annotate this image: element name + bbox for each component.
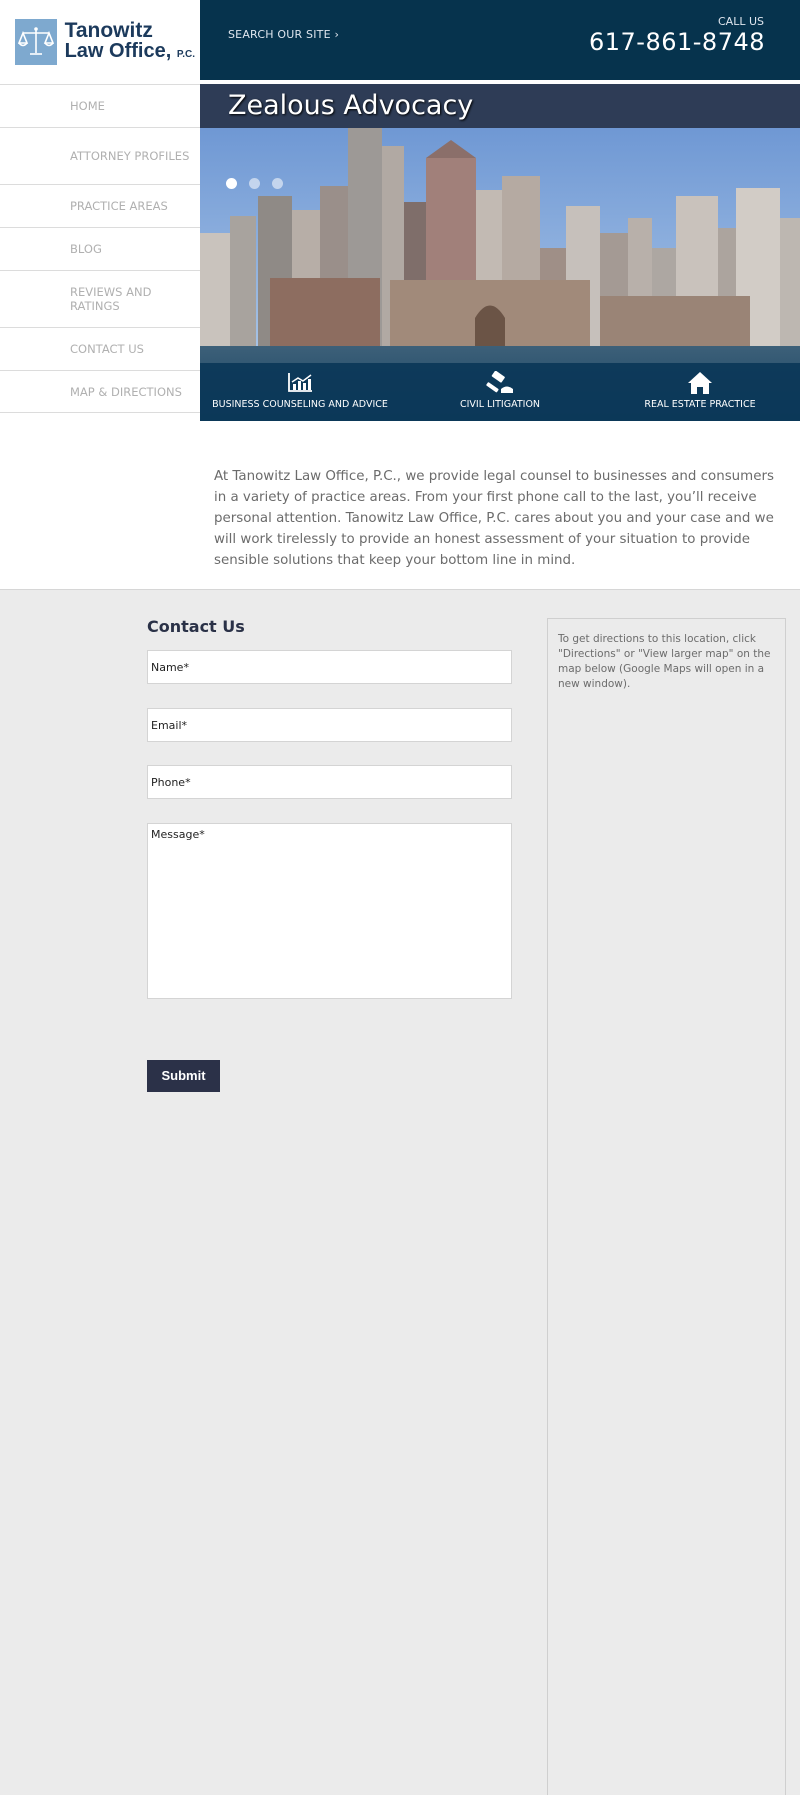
side-navigation [0, 84, 200, 413]
gavel-icon [400, 371, 600, 395]
phone-field[interactable]: Phone* [147, 765, 512, 799]
intro-paragraph: At Tanowitz Law Office, P.C., we provide legal counsel to businesses and consumers in a variety of practice areas. From your first phone call to the last, you’ll receive personal attention. Tanowitz Law Office, P.C. cares about you and your case and we will work tirelessly to provide an honest assessment of your situation to provide sensible solutions that keep your bottom line in mind. [214, 469, 774, 568]
house-icon [600, 371, 800, 395]
logo-line2-text: Law Office, [64, 39, 172, 62]
header-bar [200, 0, 800, 80]
practice-areas-band [200, 363, 800, 421]
map-directions-note: To get directions to this location, click "Directions" or "View larger map" on the map below (Google Maps will open in a new window). [558, 633, 771, 690]
slider-dots [226, 178, 283, 189]
nav-item-home[interactable]: HOME [0, 84, 200, 127]
nav-item-blog[interactable]: BLOG [0, 227, 200, 270]
map-panel [547, 618, 786, 1795]
nav-item-reviews[interactable]: REVIEWS AND RATINGS [0, 270, 200, 327]
hero-slider [200, 84, 800, 421]
city-skyline-image [200, 128, 800, 360]
site-logo[interactable] [15, 18, 195, 66]
slider-dot-2[interactable] [249, 178, 260, 189]
practice-business-label: BUSINESS COUNSELING AND ADVICE [212, 399, 388, 410]
logo-line2 [65, 41, 195, 65]
practice-business-counseling[interactable] [200, 371, 400, 410]
practice-civil-label: CIVIL LITIGATION [459, 399, 541, 410]
name-field[interactable]: Name* [147, 650, 512, 684]
slider-dot-1[interactable] [226, 178, 237, 189]
chart-icon [200, 371, 400, 395]
nav-item-map-directions[interactable]: MAP & DIRECTIONS [0, 370, 200, 413]
hero-title: Zealous Advocacy [228, 90, 474, 121]
search-site-link[interactable]: SEARCH OUR SITE › [228, 28, 340, 41]
practice-real-estate-label: REAL ESTATE PRACTICE [644, 399, 756, 410]
call-us-label: CALL US [718, 15, 764, 28]
message-field[interactable]: Message* [147, 823, 512, 999]
scales-icon [15, 19, 57, 65]
nav-item-contact-us[interactable]: CONTACT US [0, 327, 200, 370]
phone-number[interactable]: 617-861-8748 [588, 28, 765, 56]
slider-dot-3[interactable] [272, 178, 283, 189]
logo-line1: Tanowitz [64, 18, 153, 42]
section-divider [0, 589, 800, 590]
practice-civil-litigation[interactable] [400, 371, 600, 410]
logo-text [65, 20, 195, 65]
logo-suffix: P.C. [176, 48, 195, 60]
hero-title-band [200, 84, 800, 128]
nav-item-attorney-profiles[interactable]: ATTORNEY PROFILES [0, 127, 200, 184]
contact-title: Contact Us [147, 617, 245, 636]
email-field[interactable]: Email* [147, 708, 512, 742]
practice-real-estate[interactable] [600, 371, 800, 410]
nav-item-practice-areas[interactable]: PRACTICE AREAS [0, 184, 200, 227]
submit-button[interactable]: Submit [147, 1060, 220, 1092]
